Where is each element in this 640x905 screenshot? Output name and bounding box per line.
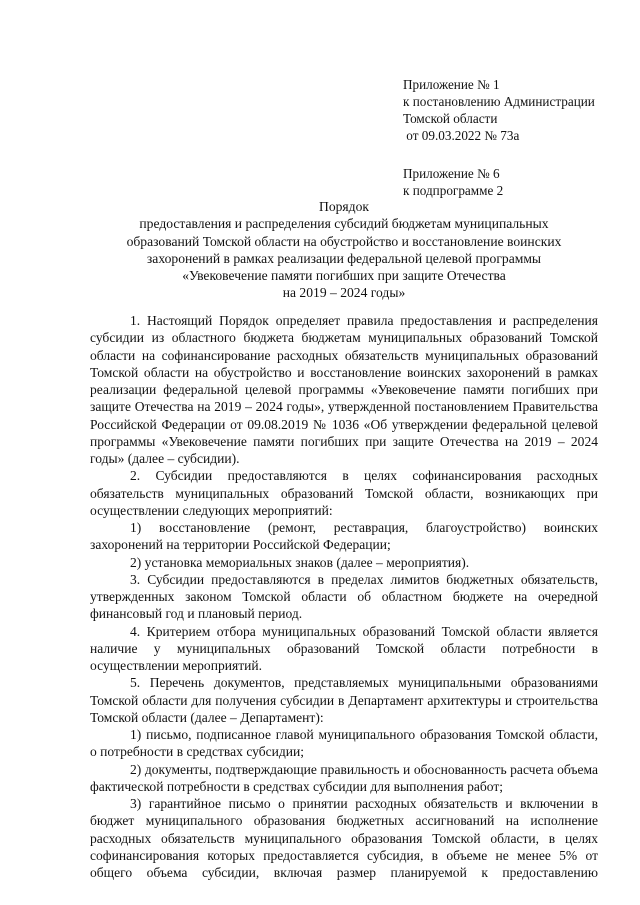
appendix-date: от 09.03.2022 № 73а	[403, 128, 520, 143]
title-line-4: захоронений в рамках реализации федеральной целевой программы	[146, 250, 542, 266]
paragraph-1: 1. Настоящий Порядок определяет правила предоставления и распределения субсидии из областного бюджета бюджетам муниципальных образований Томской области на софинансирование расходных обязательств муниципальных образований Томской области на обустройство и восстановление воинских захоронений в рамках реализации федеральной целевой программы «Увековечение памяти погибших при защите Отечества на 2019 – 2024 годы», утвержденной постановлением Правительства Российской Федерации от 09.08.2019 № 1036 «Об утверждении федеральной целевой программы «Увековечение памяти погибших при защите Отечества на 2019 – 2024 годы» (далее – субсидии).	[90, 313, 598, 466]
appendix-number: Приложение № 1	[403, 77, 500, 92]
appendix-region: Томской области	[403, 111, 498, 126]
paragraph-3: 3. Субсидии предоставляются в пределах лимитов бюджетных обязательств, утвержденных законом Томской области об областном бюджете на очередной финансовый год и плановый период.	[90, 571, 598, 622]
title-line-5: «Увековечение памяти погибших при защите Отечества	[182, 268, 506, 284]
subprogram-appendix-number: Приложение № 6	[403, 166, 500, 181]
paragraph-5-item-1: 1) письмо, подписанное главой муниципального образования Томской области, о потребности в средствах субсидии;	[90, 727, 598, 760]
paragraph-2-item-1: 1) восстановление (ремонт, реставрация, благоустройство) воинских захоронений на территории Российской Федерации;	[90, 520, 598, 553]
title-line-3: образований Томской области на обустройство и восстановление воинских	[126, 233, 562, 249]
paragraph-5-item-2: 2) документы, подтверждающие правильность и обоснованность расчета объема фактической потребности в средствах субсидии для выполнения работ;	[90, 761, 598, 794]
document-title	[90, 198, 598, 302]
paragraph-5-item-3: 3) гарантийное письмо о принятии расходных обязательств и включении в бюджет муниципального образования бюджетных ассигнований на исполнение расходных обязательств муниципального образования Томской области, в целях софинансирования которых предоставляется субсидия, в объеме не менее 5% от общего объема субсидии, включая размер планируемой к предоставлению	[90, 796, 598, 880]
title-line-2: предоставления и распределения субсидий бюджетам муниципальных	[139, 216, 549, 232]
appendix-resolution: к постановлению Администрации	[403, 94, 595, 109]
document-body	[90, 312, 598, 881]
paragraph-5: 5. Перечень документов, представляемых муниципальными образованиями Томской области для получения субсидии в Департамент архитектуры и строительства Томской области (далее – Департамент):	[90, 675, 598, 725]
title-line-1: Порядок	[319, 199, 369, 214]
paragraph-4: 4. Критерием отбора муниципальных образований Томской области является наличие у муниципальных образований Томской области потребности в осуществлении мероприятий.	[90, 623, 598, 673]
approval-block	[403, 76, 623, 199]
title-line-6: на 2019 – 2024 годы»	[282, 285, 406, 301]
subprogram-reference: к подпрограмме 2	[403, 183, 504, 198]
paragraph-2-item-2: 2) установка мемориальных знаков (далее – мероприятия).	[130, 554, 470, 570]
paragraph-2: 2. Субсидии предоставляются в целях софинансирования расходных обязательств муниципальных образований Томской области, возникающих при осуществлении следующих мероприятий:	[90, 468, 598, 518]
approval-gap	[403, 144, 623, 165]
